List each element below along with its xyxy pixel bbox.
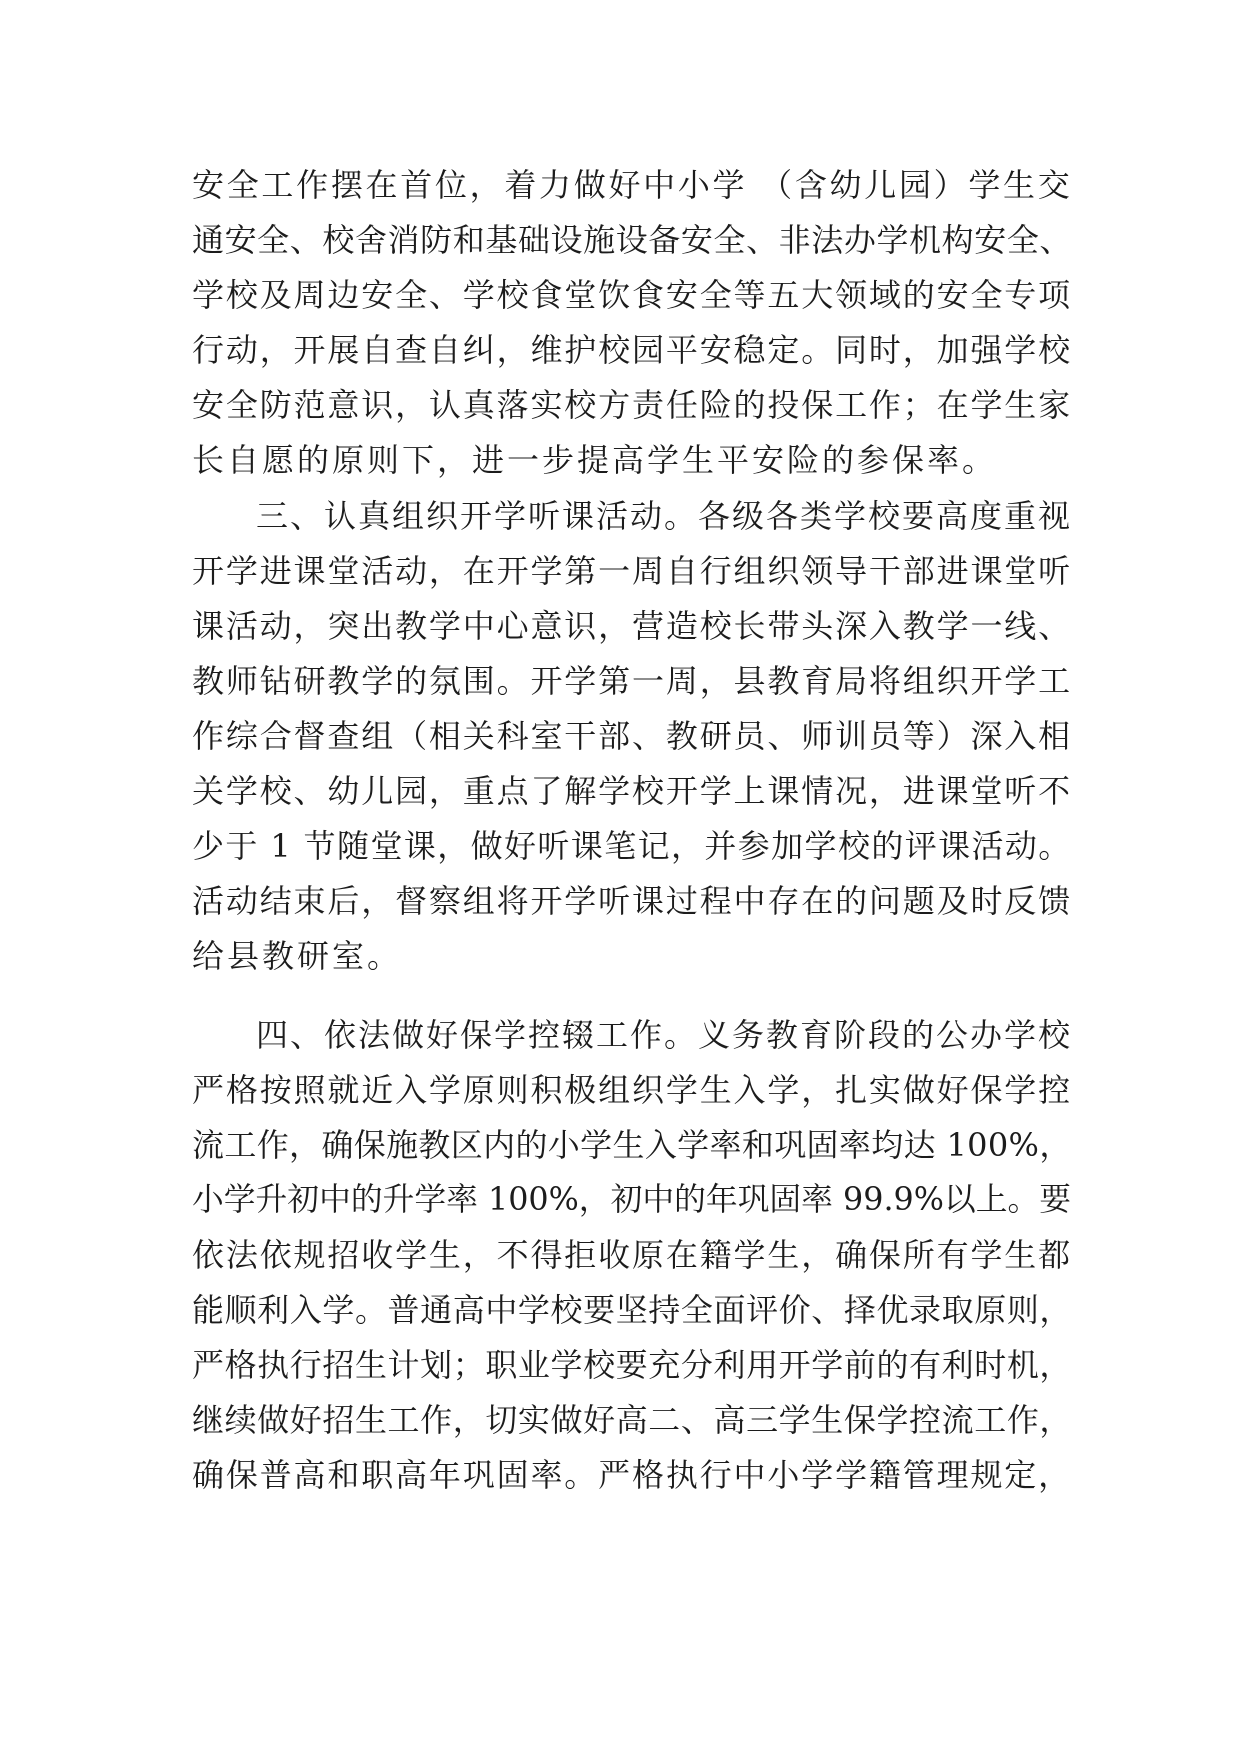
- body-text-line: 开学进课堂活动，在开学第一周自行组织领导干部进课堂听: [192, 552, 1073, 590]
- body-text-line: 行动，开展自查自纠，维护校园平安稳定。同时，加强学校: [192, 331, 1073, 369]
- section-four-first-line: 四、依法做好保学控辍工作。义务教育阶段的公办学校: [256, 1016, 1073, 1054]
- body-text-line: 能顺利入学。普通高中学校要坚持全面评价、择优录取原则，: [192, 1291, 1073, 1329]
- body-text-line: 关学校、幼儿园，重点了解学校开学上课情况，进课堂听不: [192, 772, 1073, 810]
- body-text-line: 长自愿的原则下，进一步提高学生平安险的参保率。: [192, 441, 998, 479]
- body-text-line: 安全工作摆在首位，着力做好中小学 （含幼儿园）学生交: [192, 166, 1073, 204]
- body-text-line: 流工作，确保施教区内的小学生入学率和巩固率均达 100%，: [192, 1126, 1072, 1164]
- body-text-line: 继续做好招生工作，切实做好高二、高三学生保学控流工作，: [192, 1401, 1073, 1439]
- body-text-line: 安全防范意识，认真落实校方责任险的投保工作；在学生家: [192, 386, 1073, 424]
- body-text-line: 课活动，突出教学中心意识，营造校长带头深入教学一线、: [192, 607, 1073, 645]
- body-text-line: 严格执行招生计划；职业学校要充分利用开学前的有利时机，: [192, 1346, 1073, 1384]
- body-text-line: 严格按照就近入学原则积极组织学生入学，扎实做好保学控: [192, 1071, 1073, 1109]
- body-text-line: 教师钻研教学的氛围。开学第一周，县教育局将组织开学工: [192, 662, 1073, 700]
- body-text-line: 少于 1 节随堂课，做好听课笔记，并参加学校的评课活动。: [192, 827, 1072, 865]
- body-text-line: 给县教研室。: [192, 937, 403, 975]
- body-text-line: 小学升初中的升学率 100%，初中的年巩固率 99.9%以上。要: [192, 1182, 1072, 1218]
- body-text-line: 活动结束后，督察组将开学听课过程中存在的问题及时反馈: [192, 882, 1073, 920]
- body-text-line: 通安全、校舍消防和基础设施设备安全、非法办学机构安全、: [192, 221, 1073, 259]
- body-text-line: 确保普高和职高年巩固率。严格执行中小学学籍管理规定，: [192, 1456, 1073, 1494]
- body-text-line: 作综合督查组（相关科室干部、教研员、师训员等）深入相: [192, 717, 1073, 755]
- body-text-line: 依法依规招收学生，不得拒收原在籍学生，确保所有学生都: [192, 1236, 1073, 1274]
- body-text-line: 学校及周边安全、学校食堂饮食安全等五大领域的安全专项: [192, 276, 1073, 314]
- section-three-first-line: 三、认真组织开学听课活动。各级各类学校要高度重视: [256, 497, 1073, 535]
